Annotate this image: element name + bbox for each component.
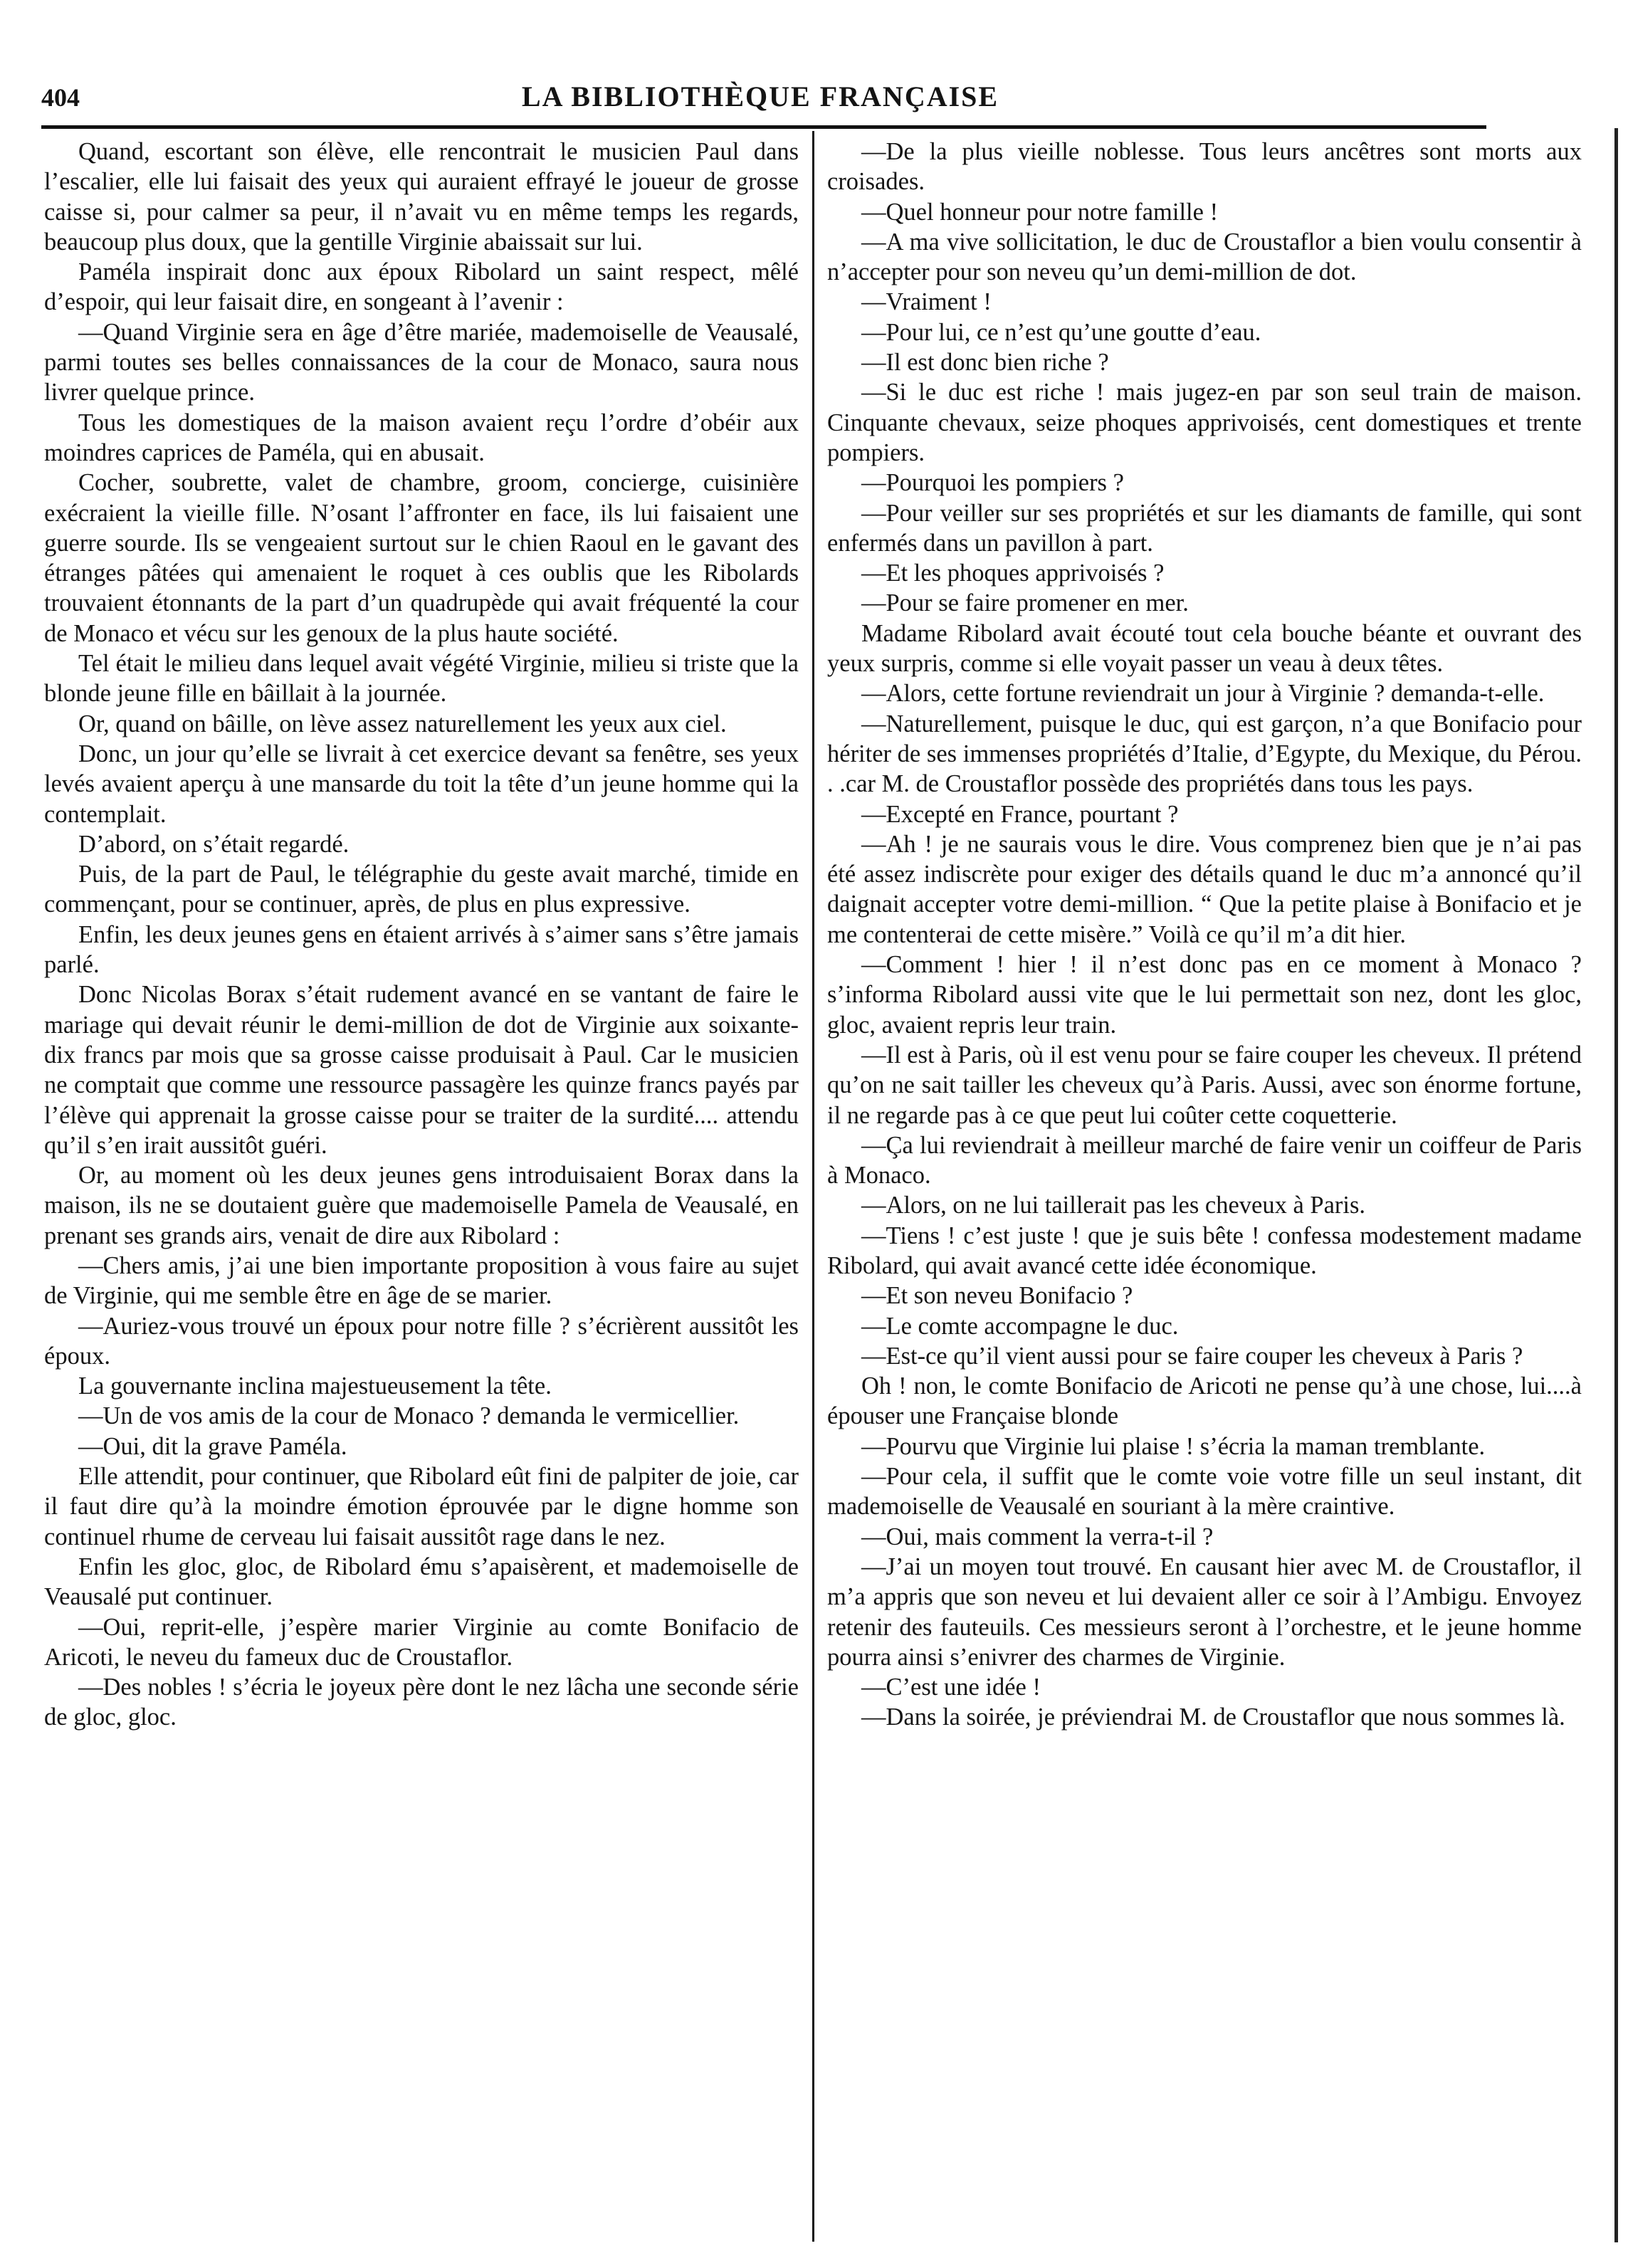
running-title: LA BIBLIOTHÈQUE FRANÇAISE <box>521 80 999 112</box>
paragraph: D’abord, on s’était regardé. <box>78 830 350 858</box>
paragraph: Donc Nicolas Borax s’était rudement avancé en se vantant de faire le mariage qui devait réunir le demi-million de dot de Virginie aux soixante-dix francs par mois que sa grosse caisse produisait à Paul. Car le musicien ne comptait que comme une ressource passagère les quinze francs payés par l’élève qui apprenait la grosse caisse pour se traiter de la surdité.... attendu qu’il s’en irait aussitôt guéri. <box>44 981 799 1159</box>
paragraph: —Comment ! hier ! il n’est donc pas en ce moment à Monaco ? s’informa Ribolard aussi vite que le lui permettait son nez, dont les gloc, gloc, avaient repris leur train. <box>827 951 1582 1039</box>
paragraph: —Oui, dit la grave Paméla. <box>78 1432 347 1460</box>
paragraph: —Vraiment ! <box>861 288 992 316</box>
paragraph: —Excepté en France, pourtant ? <box>861 800 1179 828</box>
paragraph: Tous les domestiques de la maison avaient reçu l’ordre d’obéir aux moindres caprices de Paméla, qui en abusait. <box>44 409 799 466</box>
paragraph: —Naturellement, puisque le duc, qui est garçon, n’a que Bonifacio pour hériter de ses immenses propriétés d’Italie, d’Egypte, du Mexique, du Pérou. . .car M. de Croustaflor possède des propriétés dans tous les pays. <box>827 710 1582 798</box>
paragraph: —Auriez-vous trouvé un époux pour notre fille ? s’écrièrent aussitôt les époux. <box>44 1312 799 1370</box>
paragraph: —Oui, reprit-elle, j’espère marier Virginie au comte Bonifacio de Aricoti, le neveu du fameux duc de Croustaflor. <box>44 1613 799 1671</box>
paragraph: —A ma vive sollicitation, le duc de Croustaflor a bien voulu consentir à n’accepter pour son neveu qu’un demi-million de dot. <box>827 228 1582 286</box>
paragraph: —Pourquoi les pompiers ? <box>861 469 1124 497</box>
paragraph: —Pour lui, ce n’est qu’une goutte d’eau. <box>861 318 1261 346</box>
header-rule <box>41 125 1486 129</box>
paragraph: —Et son neveu Bonifacio ? <box>861 1282 1133 1310</box>
paragraph: —Un de vos amis de la cour de Monaco ? demanda le vermicellier. <box>78 1402 740 1430</box>
paragraph: Or, au moment où les deux jeunes gens introduisaient Borax dans la maison, ils ne se doutaient guère que mademoiselle Pamela de Veausalé, en prenant ses grands airs, venait de dire aux Ribolard : <box>44 1162 799 1249</box>
paragraph: —Et les phoques apprivoisés ? <box>861 560 1165 587</box>
paragraph: —Pourvu que Virginie lui plaise ! s’écria la maman tremblante. <box>861 1432 1486 1460</box>
paragraph: —Il est à Paris, où il est venu pour se faire couper les cheveux. Il prétend qu’on ne sait tailler les cheveux qu’à Paris. Aussi, avec son énorme fortune, il ne regarde pas à ce que peut lui coûter cette coquetterie. <box>827 1041 1582 1129</box>
paragraph: —Pour se faire promener en mer. <box>861 589 1189 617</box>
page-header <box>41 80 1479 122</box>
paragraph: —Alors, cette fortune reviendrait un jour à Virginie ? demanda-t-elle. <box>861 680 1545 708</box>
paragraph: —J’ai un moyen tout trouvé. En causant hier avec M. de Croustaflor, il m’a appris que son neveu et lui devaient aller ce soir à l’Ambigu. Envoyez retenir des fauteuils. Ces messieurs seront à l’orchestre, et le jeune homme pourra ainsi s’enivrer des charmes de Virginie. <box>827 1553 1582 1671</box>
paragraph: —Pour veiller sur ses propriétés et sur les diamants de famille, qui sont enfermés dans un pavillon à part. <box>827 499 1582 557</box>
paragraph: —C’est une idée ! <box>861 1674 1041 1701</box>
paragraph: Enfin, les deux jeunes gens en étaient arrivés à s’aimer sans s’être jamais parlé. <box>44 920 799 979</box>
column-divider <box>812 131 814 2242</box>
paragraph: Tel était le milieu dans lequel avait végété Virginie, milieu si triste que la blonde jeune fille en bâillait à la journée. <box>44 650 799 708</box>
paragraph: Donc, un jour qu’elle se livrait à cet exercice devant sa fenêtre, ses yeux levés avaient aperçu à une mansarde du toit la tête d’un jeune homme qui la contemplait. <box>44 740 799 828</box>
paragraph: La gouvernante inclina majestueusement la tête. <box>78 1372 552 1400</box>
left-column <box>44 137 799 1733</box>
paragraph: Puis, de la part de Paul, le télégraphie du geste avait marché, timide en commençant, pour se continuer, après, de plus en plus expressive. <box>44 861 799 918</box>
right-edge-rule <box>1614 128 1618 2242</box>
paragraph: Enfin les gloc, gloc, de Ribolard ému s’apaisèrent, et mademoiselle de Veausalé put continuer. <box>44 1553 799 1611</box>
paragraph: Elle attendit, pour continuer, que Ribolard eût fini de palpiter de joie, car il faut dire qu’à la moindre émotion éprouvée par le digne homme son continuel rhume de cerveau lui faisait aussitôt rage dans le nez. <box>44 1463 799 1550</box>
page-number: 404 <box>41 83 80 112</box>
paragraph: —Quand Virginie sera en âge d’être mariée, mademoiselle de Veausalé, parmi toutes ses belles connaissances de la cour de Monaco, saura nous livrer quelque prince. <box>44 318 799 406</box>
paragraph: —Oui, mais comment la verra-t-il ? <box>861 1523 1214 1550</box>
paragraph: —Tiens ! c’est juste ! que je suis bête ! confessa modestement madame Ribolard, qui avait avancé cette idée économique. <box>827 1222 1582 1279</box>
paragraph: —De la plus vieille noblesse. Tous leurs ancêtres sont morts aux croisades. <box>827 138 1582 196</box>
paragraph: —Quel honneur pour notre famille ! <box>861 198 1219 226</box>
paragraph: Oh ! non, le comte Bonifacio de Aricoti ne pense qu’à une chose, lui....à épouser une Française blonde <box>827 1372 1582 1430</box>
paragraph: —Est-ce qu’il vient aussi pour se faire couper les cheveux à Paris ? <box>861 1342 1523 1370</box>
paragraph: —Il est donc bien riche ? <box>861 349 1109 377</box>
paragraph: —Ça lui reviendrait à meilleur marché de faire venir un coiffeur de Paris à Monaco. <box>827 1131 1582 1190</box>
paragraph: —Chers amis, j’ai une bien importante proposition à vous faire au sujet de Virginie, qui me semble être en âge de se marier. <box>44 1251 799 1310</box>
paragraph: —Le comte accompagne le duc. <box>861 1312 1179 1340</box>
right-column <box>827 137 1582 1733</box>
paragraph: —Si le duc est riche ! mais jugez-en par son seul train de maison. Cinquante chevaux, seize phoques apprivoisés, cent domestiques et trente pompiers. <box>827 379 1582 466</box>
paragraph: Madame Ribolard avait écouté tout cela bouche béante et ouvrant des yeux surpris, comme si elle voyait passer un veau à deux têtes. <box>827 619 1582 678</box>
paragraph: Quand, escortant son élève, elle rencontrait le musicien Paul dans l’escalier, elle lui faisait des yeux qui auraient effrayé le joueur de grosse caisse si, pour calmer sa peur, il n’avait vu en même temps les regards, beaucoup plus doux, que la gentille Virginie abaissait sur lui. <box>44 138 799 256</box>
paragraph: —Pour cela, il suffit que le comte voie votre fille un seul instant, dit mademoiselle de Veausalé en souriant à la mère craintive. <box>827 1463 1582 1521</box>
paragraph: Cocher, soubrette, valet de chambre, groom, concierge, cuisinière exécraient la vieille fille. N’osant l’affronter en face, ils lui faisaient une guerre sourde. Ils se vengeaient surtout sur le chien Raoul en le gavant des étranges pâtées qui amenaient le roquet à ces oublis que les Ribolards trouvaient étonnants de la part d’un quadrupède qui avait fréquenté la cour de Monaco et vécu sur les genoux de la plus haute société. <box>44 469 799 647</box>
paragraph: —Ah ! je ne saurais vous le dire. Vous comprenez bien que je n’ai pas été assez indiscrète pour exiger des détails quand le duc m’a annoncé qu’il daignait accepter votre demi-million. “ Que la petite plaise à Bonifacio et je me contenterai de cette misère.” Voilà ce qu’il m’a dit hier. <box>827 830 1582 948</box>
paragraph: Paméla inspirait donc aux époux Ribolard un saint respect, mêlé d’espoir, qui leur faisait dire, en songeant à l’avenir : <box>44 258 799 316</box>
paragraph: —Des nobles ! s’écria le joyeux père dont le nez lâcha une seconde série de gloc, gloc. <box>44 1674 799 1731</box>
paragraph: —Alors, on ne lui taillerait pas les cheveux à Paris. <box>861 1192 1366 1219</box>
paragraph: Or, quand on bâille, on lève assez naturellement les yeux aux ciel. <box>78 710 727 737</box>
paragraph: —Dans la soirée, je préviendrai M. de Croustaflor que nous sommes là. <box>861 1703 1565 1731</box>
